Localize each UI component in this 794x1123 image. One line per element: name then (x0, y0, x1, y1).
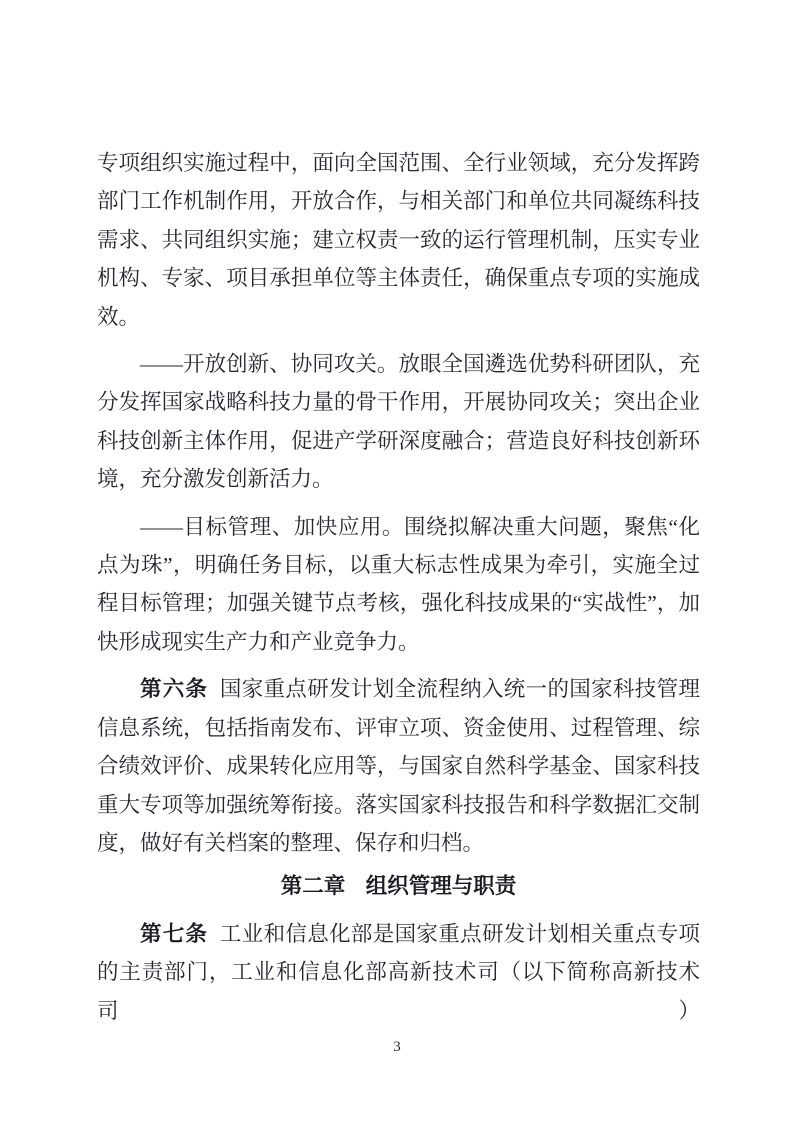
paragraph-text: ——目标管理、加快应用。围绕拟解决重大问题，聚焦“化点为珠”，明确任务目标，以重大标志性成果为牵引，实施全过程目标管理；加强关键节点考核，强化科技成果的“实战性”，加快形成现实生产力和产业竞争力。 (97, 514, 700, 654)
chapter-2-heading (97, 867, 700, 905)
paragraph-text: 工业和信息化部是国家重点研发计划相关重点专项的主责部门，工业和信息化部高新技术司（以下简称高新技术司） (97, 921, 700, 1023)
document-body (97, 144, 700, 1030)
paragraph-text: 专项组织实施过程中，面向全国范围、全行业领域，充分发挥跨部门工作机制作用，开放合作，与相关部门和单位共同凝练科技需求、共同组织实施；建立权责一致的运行管理机制，压实专业机构、专家、项目承担单位等主体责任，确保重点专项的实施成效。 (97, 151, 700, 329)
paragraph-goal-management (97, 508, 700, 662)
page-number: 3 (393, 1039, 401, 1055)
paragraph-article-7 (97, 915, 700, 1030)
paragraph-open-innovation (97, 345, 700, 499)
paragraph-article-6 (97, 670, 700, 862)
chapter-title: 组织管理与职责 (365, 874, 517, 899)
paragraph-continuation (97, 144, 700, 336)
article-6-label: 第六条 (140, 677, 209, 702)
article-7-label: 第七条 (140, 921, 209, 946)
paragraph-text: 国家重点研发计划全流程纳入统一的国家科技管理信息系统，包括指南发布、评审立项、资金使用、过程管理、综合绩效评价、成果转化应用等，与国家自然科学基金、国家科技重大专项等加强统筹衔接。落实国家科技报告和科学数据汇交制度，做好有关档案的整理、保存和归档。 (97, 677, 700, 855)
paragraph-text: ——开放创新、协同攻关。放眼全国遴选优势科研团队，充分发挥国家战略科技力量的骨干作用，开展协同攻关；突出企业科技创新主体作用，促进产学研深度融合；营造良好科技创新环境，充分激发创新活力。 (97, 352, 700, 492)
chapter-number: 第二章 (280, 874, 346, 899)
